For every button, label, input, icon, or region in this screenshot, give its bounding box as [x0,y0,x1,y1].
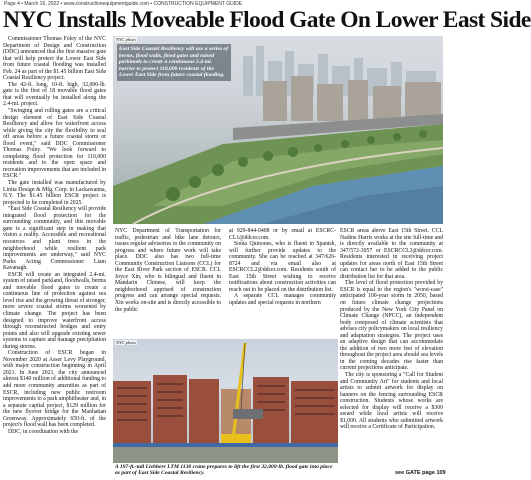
article-column-2 [115,228,221,335]
article-column-3 [229,228,336,335]
paragraph: Sonia Quinones, who is fluent in Spanish, will further provide updates to the community. She can be reached at 347/626-8724 and via email also at ESCRCCL2@ddcer.com. Residents south of East 15th Street wishing to receive notifications about construction activities can reach out to be placed on the distribution list. [229,241,336,293]
paragraph: The level of flood protection provided by ESCR is equal to the region's "worst-case" anticipated 100-year storm in 2050, based on future climate change projections produced by the New York City Panel on Climate Change (NPCC), an independent body composed of climate scientists that advises city policymakers on local resiliency and adaptation strategies. The project uses an adaptive design that can accommodate the addition of two more feet of elevation throughout the project area should sea levels in the coming decades rise faster than current projections anticipate. [340,280,443,372]
paragraph: The gate installed was manufactured by Linita Design & Mfg. Corp. in Lackawanna, N.Y. The $1.45 billion ESCR project is projected to be completed in 2025. [3,180,106,206]
paragraph: "East Side Coastal Resiliency will provide integrated flood protection for the surrounding community, and this movable gate is a significant step in making that vision a reality. Accessible and recreational resources and plant trees in the neighborhood while resilient park improvements are underway," said NYC Parks Acting Commissioner Liam Kavanagh. [3,206,106,272]
photo-caption: East Side Coastal Resiliency will use a series of berms, flood walls, flood gates and raised parklands to create a continuous 2.4-mi. barrier to protect 110,000 residents of the Lower East Side from future coastal flooding. [117,44,231,81]
paragraph: Construction of ESCR began in November 2020 at Asser Levy Playground, with major construction beginning in April 2021. In June 2021, the city announced almost $140 million of additional funding to add more community amenities as part of ESCR, including new public restroom improvements to a park amphitheater and, in a separate capital project, $129 million for the new flyover bridge for the Manhattan Greenway. Approximately 650-ft. of the project's flood wall has been completed. [3,350,106,429]
article-column-1 [3,36,106,473]
rendering-photo [113,36,443,224]
paragraph: ESCR areas above East 15th Street. CCL Nadine Harris works at the site full-time and is directly available to the community at 347/572-3057 or ESCRCCL3@ddcer.com. Residents interested in receiving project updates for areas north of East 15th Street can contact her to be added to the public distribution list for that area. [340,228,443,280]
photo-credit: NYC photo [116,340,136,345]
article-column-4 [340,228,443,471]
photo-credit: NYC photo [116,37,136,42]
photo-caption: A 197-ft.-tall Liebherr LTM 1130 crane prepares to lift the first 32,000-lb. flood gate into place as part of East Side Coastal Resiliency. [115,464,333,477]
paragraph: "Swinging and rolling gates are a critical design element of East Side Coastal Resiliency and allow for waterfront access while giving the city the flexibility to seal off areas before a future coastal storm or flood event," said DDC Commissioner Thomas Foley. "We look forward to completing flood protection for 110,000 residents and to the open space and recreation improvements that are included in ESCR." [3,108,106,180]
crane-illustration [113,339,338,463]
paragraph: Commissioner Thomas Foley of the NYC Department of Design and Construction (DDC) announced that the first massive gate that will help protect the Lower East Side from future coastal flooding was installed Feb. 24 as part of the $1.45 billion East Side Coastal Resiliency project. [3,36,106,82]
paragraph: The 42-ft. long, 10-ft. high, 32,000-lb. gate is the first of 18 movable flood gates that will eventually be installed along the 2.4-mi. project. [3,81,106,108]
crane-photo [113,339,338,463]
paragraph: NYC Department of Transportation for traffic, pedestrian and bike lane detours, issues regular advisories to the community on progress and where future work will take place. DDC also has two full-time Community Construction Liaisons (CCL) for the East River Park section of ESCR. CCL Joyce Xin, who is bilingual and fluent in Mandarin Chinese, will keep the neighborhood apprised of construction progress and can arrange special requests. Xin works on-site and is directly accessible to the public [115,228,221,313]
paragraph: The city is sponsoring a "Call for Student and Community Art" for students and local artists to submit artwork for display on banners on the fencing surrounding ESCR construction. Students whose works are selected for display will receive a $300 award while local artists will receive $1,000. All students who submitted artwork will receive a Certificate of Participation. [340,372,443,431]
paragraph: ESCR will create an integrated 2.4-mi. system of raised parkland, floodwalls, berms and movable flood gates to create a continuous line of protection against sea level rise and the growing threat of stronger, more severe coastal storms worsened by climate change. The project has been designed to improve waterfront access through reconstructed bridges and entry points and also will upgrade existing sewer systems to capture and manage precipitation during storms. [3,271,106,350]
page-header: Page 4 • March 16, 2022 • www.constructionequipmentguide.com • CONSTRUCTION EQUIPMENT GUIDE [4,1,243,7]
paragraph: A separate CCL manages community updates and special requests in northern [229,293,336,307]
paragraph: at 929-844-0408 or by email at ESCRC-CL1@ddcer.com. [229,228,336,241]
continued-link[interactable]: see GATE page 109 [395,470,446,476]
headline: NYC Installs Moveable Flood Gate On Lower East Side [3,7,531,33]
paragraph: DDC, in coordination with the [8,428,79,435]
